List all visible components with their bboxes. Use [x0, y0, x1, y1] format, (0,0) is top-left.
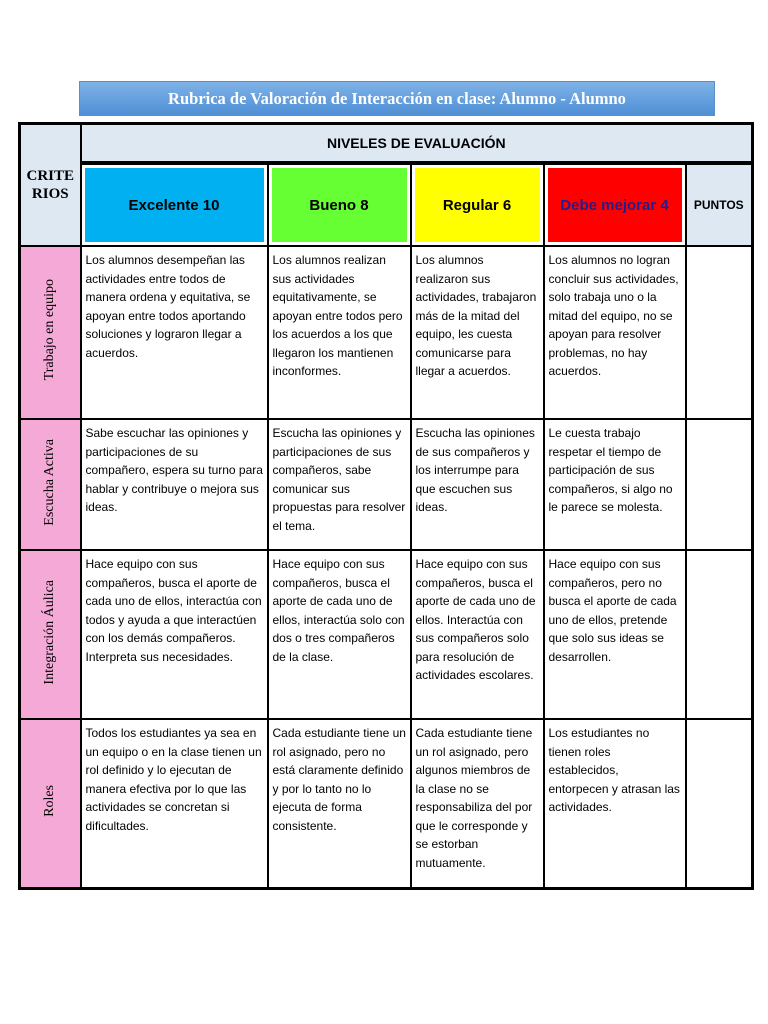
descriptor-cell: Sabe escuchar las opiniones y participaciones de su compañero, espera su turno para hablar y contribuye o mejora sus ideas. — [81, 419, 268, 550]
niveles-header: NIVELES DE EVALUACIÓN — [81, 124, 753, 164]
points-cell[interactable] — [686, 419, 753, 550]
rubric-title: Rubrica de Valoración de Interacción en clase: Alumno - Alumno — [79, 81, 715, 116]
points-cell[interactable] — [686, 719, 753, 889]
puntos-header: PUNTOS — [686, 163, 753, 246]
descriptor-cell: Cada estudiante tiene un rol asignado, pero no está claramente definido y por lo tanto no lo ejecuta de forma consistente. — [268, 719, 411, 889]
level-label: Regular 6 — [415, 168, 540, 242]
descriptor-cell: Hace equipo con sus compañeros, busca el aporte de cada uno de ellos. Interactúa con sus compañeros solo para resolución de actividades escolares. — [411, 550, 544, 719]
descriptor-cell: Los alumnos realizan sus actividades equitativamente, se apoyan entre todos pero los acuerdos a los que llegaron los mantienen inconformes. — [268, 246, 411, 419]
descriptor-cell: Hace equipo con sus compañeros, busca el aporte de cada uno de ellos, interactúa solo con dos o tres compañeros de la clase. — [268, 550, 411, 719]
criterion-label: Trabajo en equipo — [42, 279, 58, 381]
level-header-debe-mejorar — [544, 163, 686, 246]
criterion-label: Roles — [42, 785, 58, 817]
descriptor-cell: Todos los estudiantes ya sea en un equipo o en la clase tienen un rol definido y lo ejecutan de manera efectiva por lo que las actividades se concretan si dificultades. — [81, 719, 268, 889]
points-cell[interactable] — [686, 550, 753, 719]
criterios-header — [20, 124, 81, 247]
descriptor-cell: Los alumnos no logran concluir sus actividades, solo trabaja uno o la mitad del equipo, no se apoyan para resolver problemas, no hay acuerdos. — [544, 246, 686, 419]
rubric-row — [20, 719, 753, 889]
descriptor-cell: Hace equipo con sus compañeros, pero no busca el aporte de cada uno de ellos, pretende que solo sus ideas se desarrollen. — [544, 550, 686, 719]
criterion-label: Integración Áulica — [42, 579, 58, 685]
descriptor-cell: Escucha las opiniones de sus compañeros y los interrumpe para que escuchen sus ideas. — [411, 419, 544, 550]
level-header-regular — [411, 163, 544, 246]
rubric-row — [20, 550, 753, 719]
rubric-row — [20, 419, 753, 550]
descriptor-cell: Los estudiantes no tienen roles establecidos, entorpecen y atrasan las actividades. — [544, 719, 686, 889]
descriptor-cell: Hace equipo con sus compañeros, busca el aporte de cada uno de ellos, interactúa con todos y ayuda a que interactúen con los demás compañeros. Interpreta sus necesidades. — [81, 550, 268, 719]
criterion-cell — [20, 419, 81, 550]
criterion-cell — [20, 550, 81, 719]
level-label: Excelente 10 — [85, 168, 264, 242]
level-header-bueno — [268, 163, 411, 246]
criterion-label: Escucha Activa — [42, 438, 58, 526]
level-label: Debe mejorar 4 — [548, 168, 682, 242]
level-header-excelente — [81, 163, 268, 246]
descriptor-cell: Los alumnos realizaron sus actividades, trabajaron más de la mitad del equipo, les cuesta comunicarse para llegar a acuerdos. — [411, 246, 544, 419]
descriptor-cell: Escucha las opiniones y participaciones de sus compañeros, sabe comunicar sus propuestas para resolver el tema. — [268, 419, 411, 550]
level-label: Bueno 8 — [272, 168, 407, 242]
criterion-cell — [20, 246, 81, 419]
rubric-table — [18, 122, 754, 890]
criterios-header-label: CRITE RIOS — [26, 168, 74, 202]
descriptor-cell: Los alumnos desempeñan las actividades entre todos de manera ordena y equitativa, se apoyan entre todos aportando soluciones y lograron llegar a acuerdos. — [81, 246, 268, 419]
rubric-row — [20, 246, 753, 419]
descriptor-cell: Le cuesta trabajo respetar el tiempo de participación de sus compañeros, si algo no le parece se molesta. — [544, 419, 686, 550]
descriptor-cell: Cada estudiante tiene un rol asignado, pero algunos miembros de la clase no se responsabiliza del por que le corresponde y se estorban mutuamente. — [411, 719, 544, 889]
points-cell[interactable] — [686, 246, 753, 419]
criterion-cell — [20, 719, 81, 889]
